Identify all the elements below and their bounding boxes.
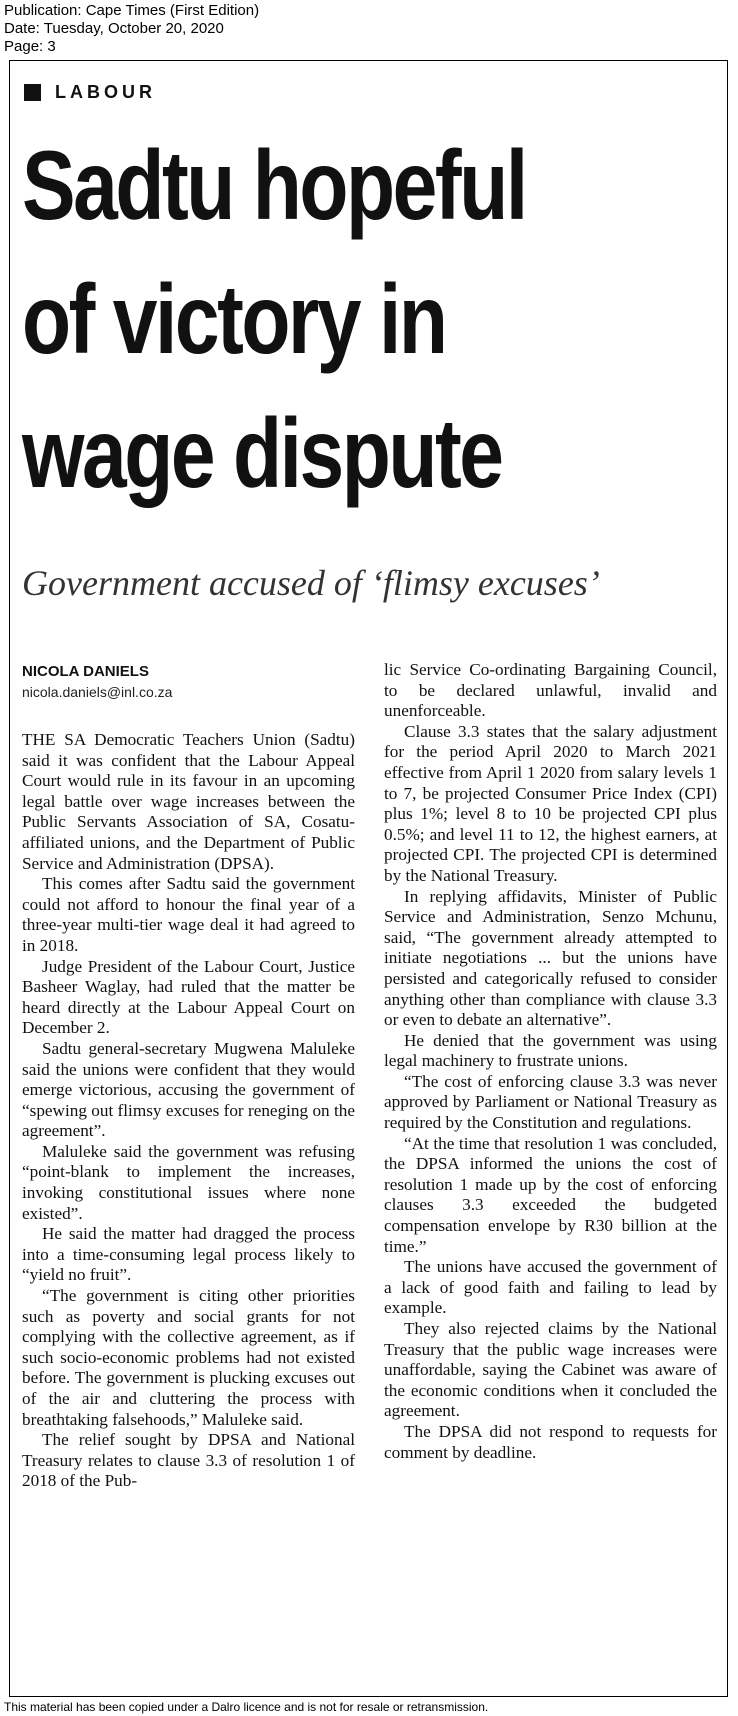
article-column-left — [22, 660, 355, 1492]
article-column-right — [384, 660, 717, 1463]
publication-meta — [4, 2, 259, 56]
paragraph: Judge President of the Labour Court, Justice Basheer Waglay, had ruled that the matter be heard directly at the Labour Appeal Court on December 2. — [22, 956, 355, 1038]
copyright-footer: This material has been copied under a Dalro licence and is not for resale or retransmission. — [4, 1700, 489, 1714]
paragraph: THE SA Democratic Teachers Union (Sadtu) said it was confident that the Labour Appeal Court would rule in its favour in an upcoming legal battle over wage increases between the Public Servants Association of SA, Cosatu-affiliated unions, and the Department of Public Service and Administration (DPSA). — [22, 730, 355, 873]
paragraph: The DPSA did not respond to requests for comment by deadline. — [384, 1421, 717, 1462]
headline-line-3: wage dispute — [22, 398, 502, 508]
byline-email[interactable]: nicola.daniels@inl.co.za — [22, 684, 173, 700]
section-square-icon — [24, 84, 41, 101]
headline-line-1: Sadtu hopeful — [22, 130, 526, 240]
byline-author: NICOLA DANIELS — [22, 663, 149, 680]
paragraph: Maluleke said the government was refusing “point-blank to implement the increases, invoking constitutional issues where none existed”. — [22, 1141, 355, 1223]
paragraph: “The government is citing other priorities such as poverty and social grants for not complying with the collective agreement, as if such socio-economic problems had not existed before. The government is plucking excuses out of the air and cluttering the process with breathtaking falsehoods,” Maluleke said. — [22, 1286, 355, 1429]
paragraph: Sadtu general-secretary Mugwena Maluleke said the unions were confident that they would emerge victorious, accusing the government of “spewing out flimsy excuses for reneging on the agreement”. — [22, 1038, 355, 1141]
headline — [22, 118, 596, 520]
paragraph: They also rejected claims by the National Treasury that the public wage increases were unaffordable, saying the Cabinet was aware of the economic conditions when it concluded the agreement. — [384, 1319, 717, 1421]
publication-date: Date: Tuesday, October 20, 2020 — [4, 20, 224, 37]
paragraph: lic Service Co-ordinating Bargaining Council, to be declared unlawful, invalid and unenforceable. — [384, 660, 717, 721]
paragraph: He denied that the government was using legal machinery to frustrate unions. — [384, 1030, 717, 1071]
paragraph: The relief sought by DPSA and National Treasury relates to clause 3.3 of resolution 1 of 2018 of the Pub- — [22, 1430, 355, 1491]
paragraph: He said the matter had dragged the process into a time-consuming legal process likely to “yield no fruit”. — [22, 1224, 355, 1285]
subheadline: Government accused of ‘flimsy excuses’ — [22, 563, 600, 603]
section-label-text: LABOUR — [55, 81, 156, 102]
paragraph: In replying affidavits, Minister of Public Service and Administration, Senzo Mchunu, said, “The government already attempted to initiate negotiations ... but the unions have persisted and categorically refused to consider anything other than compliance with clause 3.3 or even to debate an alternative”. — [384, 886, 717, 1030]
paragraph: Clause 3.3 states that the salary adjustment for the period April 2020 to March 2021 effective from April 1 2020 from salary levels 1 to 7, be projected Consumer Price Index (CPI) plus 1%; level 8 to 10 be projected CPI plus 0.5%; and level 11 to 12, the highest earners, at projected CPI. The projected CPI is determined by the National Treasury. — [384, 721, 717, 885]
section-label — [24, 80, 156, 104]
paragraph: “At the time that resolution 1 was concluded, the DPSA informed the unions the cost of resolution 1 made up by the cost of enforcing clauses 3.3 exceeded the budgeted compensation envelope by R30 billion at the time.” — [384, 1133, 717, 1256]
publication-name: Publication: Cape Times (First Edition) — [4, 2, 260, 19]
paragraph: This comes after Sadtu said the government could not afford to honour the final year of a three-year multi-tier wage deal it had agreed to in 2018. — [22, 874, 355, 955]
headline-line-2: of victory in — [22, 264, 446, 374]
publication-page: Page: 3 — [4, 38, 56, 55]
paragraph: “The cost of enforcing clause 3.3 was never approved by Parliament or National Treasury as required by the Constitution and regulations. — [384, 1071, 717, 1133]
paragraph: The unions have accused the government of a lack of good faith and failing to lead by example. — [384, 1257, 717, 1318]
